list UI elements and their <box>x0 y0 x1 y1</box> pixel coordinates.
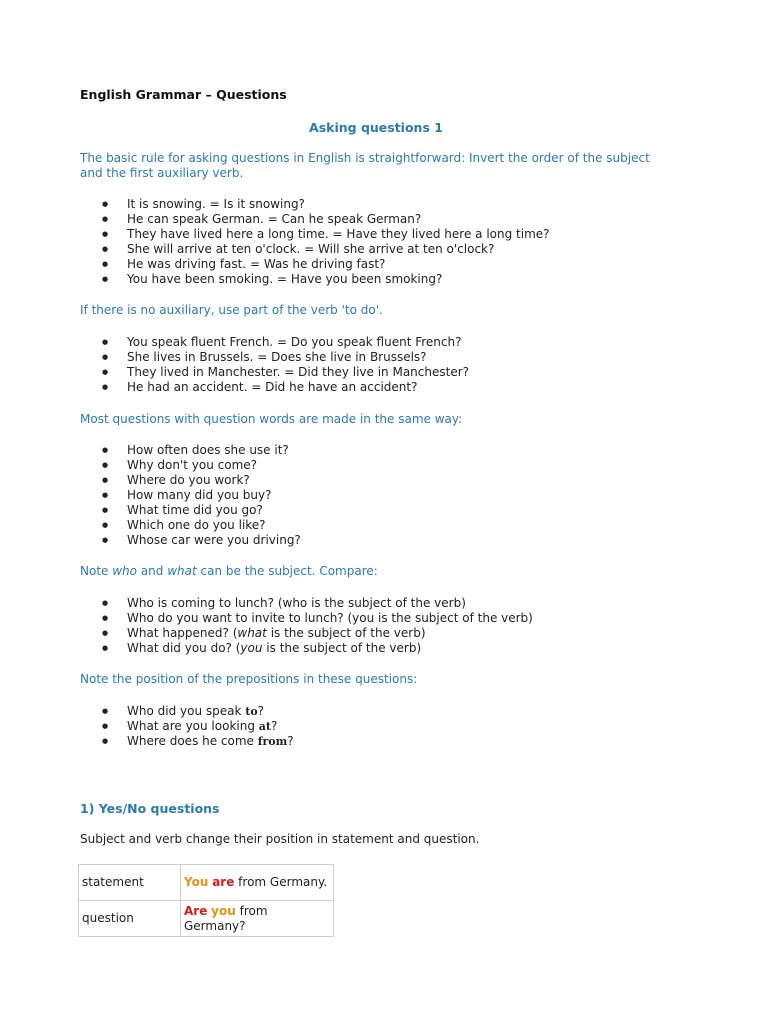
question-words-note: Most questions with question words are made in the same way: <box>80 412 463 426</box>
list-item <box>80 719 294 734</box>
document-title: English Grammar – Questions <box>80 87 287 102</box>
subject-note-text: Note <box>80 564 113 578</box>
list-item-text: What happened? ( <box>127 626 238 640</box>
prepositions-list <box>80 704 294 749</box>
table-row <box>79 901 334 937</box>
list-item-text: Who did you speak <box>127 704 246 718</box>
table-cell-example <box>181 901 334 937</box>
subject-note-what: what <box>167 564 197 578</box>
list-item: ● Who is coming to lunch? (who is the subject of the verb) <box>80 596 533 611</box>
list-item: ● Why don't you come? <box>80 458 301 473</box>
do-examples-list <box>80 335 469 395</box>
yes-no-heading: 1) Yes/No questions <box>80 801 220 816</box>
list-item-text: What did you do? ( <box>127 641 241 655</box>
table-cell-example <box>181 865 334 901</box>
list-item-text: ? <box>270 719 278 733</box>
list-item: ● What time did you go? <box>80 503 301 518</box>
table-cell-label: question <box>79 901 181 937</box>
subject-note-text: and <box>137 564 168 578</box>
table-cell-label: statement <box>79 865 181 901</box>
list-item: ● Which one do you like? <box>80 518 301 533</box>
intro-paragraph: The basic rule for asking questions in English is straightforward: Invert the order of the subject and the first auxiliary verb. <box>80 151 650 180</box>
list-item-text: ? <box>287 734 294 748</box>
example-rest: from Germany. <box>234 875 328 889</box>
subject-word: you <box>211 903 236 918</box>
list-item: ● He was driving fast. = Was he driving fast? <box>80 257 550 272</box>
list-item <box>80 641 533 656</box>
subject-word: You <box>184 875 209 889</box>
yes-no-description: Subject and verb change their position in statement and question. <box>80 832 480 846</box>
list-item: ● She will arrive at ten o'clock. = Will she arrive at ten o'clock? <box>80 242 550 257</box>
list-item: ● Whose car were you driving? <box>80 533 301 548</box>
inversion-examples-list <box>80 197 550 287</box>
list-item: ● He had an accident. = Did he have an accident? <box>80 380 469 395</box>
preposition-word: to <box>245 705 258 718</box>
section-subtitle: Asking questions 1 <box>309 120 443 135</box>
list-item: ● Where do you work? <box>80 473 301 488</box>
list-item-text: What are you looking <box>127 719 259 733</box>
verb-word: are <box>212 875 235 889</box>
list-item-text: is the subject of the verb) <box>262 641 422 655</box>
list-item: ● You have been smoking. = Have you been smoking? <box>80 272 550 287</box>
list-item-text: ? <box>257 704 265 718</box>
subject-note-text: can be the subject. Compare: <box>196 564 378 578</box>
list-item <box>80 704 294 719</box>
subject-compare-list <box>80 596 533 656</box>
statement-question-table <box>78 864 334 937</box>
question-words-list <box>80 443 301 548</box>
list-item: ● It is snowing. = Is it snowing? <box>80 197 550 212</box>
list-item-emphasis: you <box>240 641 263 655</box>
prepositions-note: Note the position of the prepositions in these questions: <box>80 672 418 686</box>
subject-note-who: who <box>112 564 137 578</box>
list-item: ● How often does she use it? <box>80 443 301 458</box>
subject-note <box>80 564 378 579</box>
list-item: ● How many did you buy? <box>80 488 301 503</box>
preposition-word: from <box>257 735 288 748</box>
list-item <box>80 626 533 641</box>
list-item-emphasis: what <box>237 626 267 640</box>
table-row <box>79 865 334 901</box>
list-item-text: Where does he come <box>127 734 258 748</box>
list-item-text: is the subject of the verb) <box>266 626 426 640</box>
list-item: ● They have lived here a long time. = Have they lived here a long time? <box>80 227 550 242</box>
example-rest: from Germany? <box>184 903 268 933</box>
list-item: ● Who do you want to invite to lunch? (you is the subject of the verb) <box>80 611 533 626</box>
list-item: ● She lives in Brussels. = Does she live in Brussels? <box>80 350 469 365</box>
auxiliary-note: If there is no auxiliary, use part of the verb 'to do'. <box>80 303 383 317</box>
list-item <box>80 734 294 749</box>
list-item: ● He can speak German. = Can he speak German? <box>80 212 550 227</box>
verb-word: Are <box>184 903 208 918</box>
list-item: ● You speak fluent French. = Do you speak fluent French? <box>80 335 469 350</box>
preposition-word: at <box>258 720 271 733</box>
list-item: ● They lived in Manchester. = Did they live in Manchester? <box>80 365 469 380</box>
